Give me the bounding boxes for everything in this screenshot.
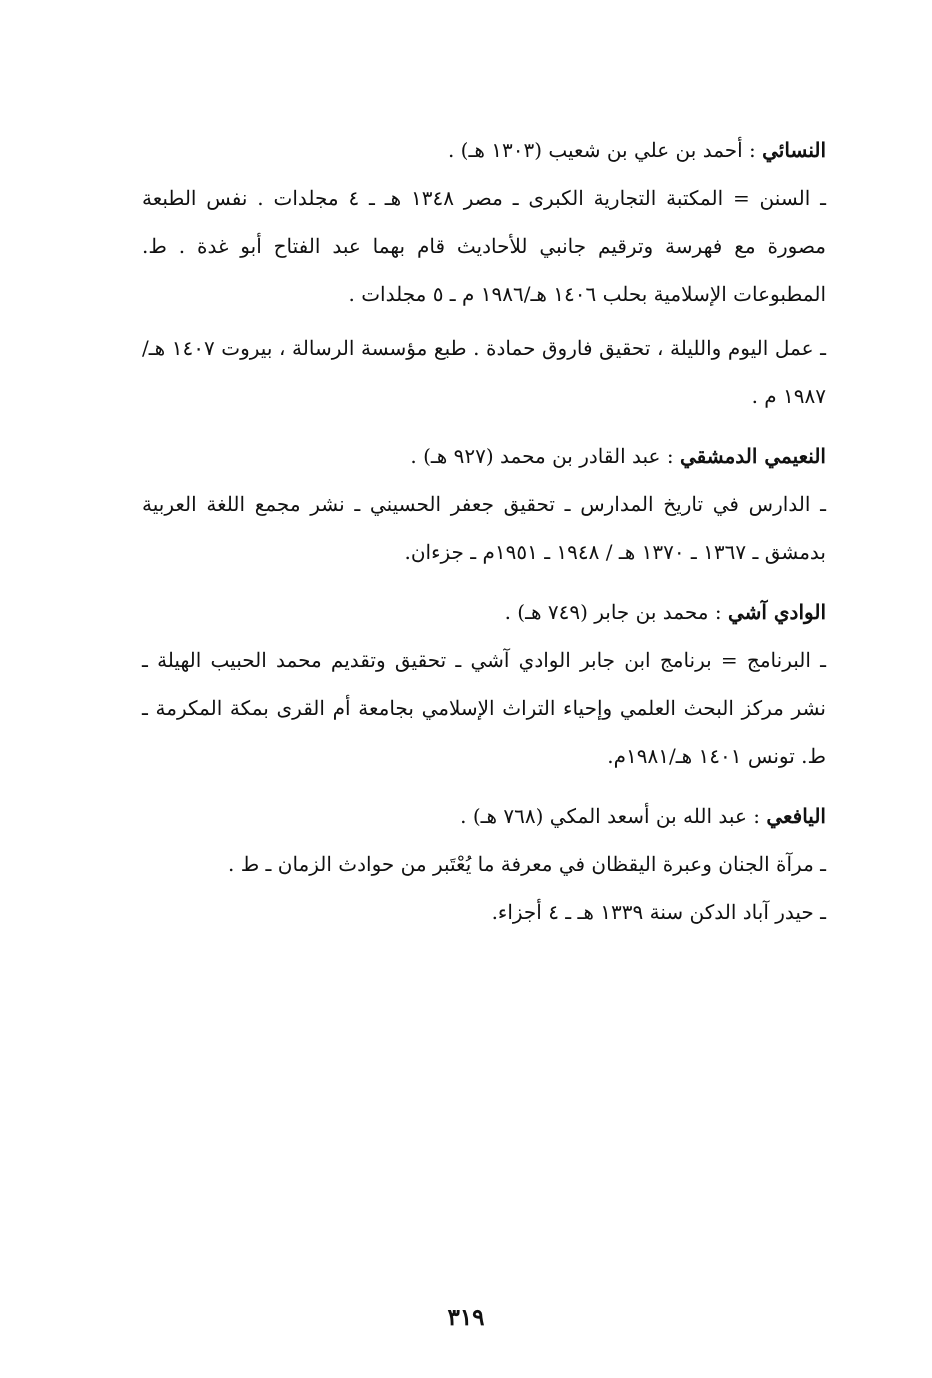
author-details: : أحمد بن علي بن شعيب (۱۳۰۳ هـ) . (447, 138, 756, 162)
bibliography-entry-nasai (142, 126, 826, 420)
author-details: : عبد القادر بن محمد (۹۲۷ هـ) . (410, 444, 674, 468)
author-name: الوادي آشي (727, 600, 826, 624)
bibliography-entry-nuaymi (142, 432, 826, 576)
work-item: ـ الدارس في تاريخ المدارس ـ تحقيق جعفر الحسيني ـ نشر مجمع اللغة العربية بدمشق ـ ١٣٦٧ ـ ۱۳۷۰ هـ / ١٩٤٨ ـ ١٩٥١م ـ جزءان. (142, 492, 826, 564)
work-item: ـ عمل اليوم والليلة ، تحقيق فاروق حمادة . طبع مؤسسة الرسالة ، بيروت ۱٤۰۷ هـ/۱۹۸۷ م . (142, 336, 826, 408)
author-name: النسائي (762, 138, 826, 162)
work-item: ـ البرنامج = برنامج ابن جابر الوادي آشي ـ تحقيق وتقديم محمد الحبيب الهيلة ـ نشر مركز البحث العلمي وإحياء التراث الإسلامي بجامعة أم القرى بمكة المكرمة ـ ط. تونس ١٤٠١ هـ/١٩٨١م. (142, 648, 826, 768)
work-item: ـ السنن = المكتبة التجارية الكبرى ـ مصر ۱۳٤٨ هـ ـ ٤ مجلدات . نفس الطبعة مصورة مع فهرسة وترقيم جانبي للأحاديث قام بهما عبد الفتاح أبو غدة . ط. المطبوعات الإسلامية بحلب ١٤٠٦ هـ/١٩٨٦ م ـ ٥ مجلدات . (142, 186, 826, 306)
work-item: ـ مرآة الجنان وعبرة اليقظان في معرفة ما يُعْتَبر من حوادث الزمان ـ ط . (227, 852, 826, 876)
bibliography-entry-wadi-ashi (142, 588, 826, 780)
work-item: ـ حيدر آباد الدكن سنة ۱۳۳۹ هـ ـ ٤ أجزاء. (491, 900, 826, 924)
bibliography-content (142, 126, 826, 936)
page-number: ۳۱۹ (447, 1304, 485, 1331)
entry-heading (142, 792, 826, 840)
author-name: اليافعي (766, 804, 826, 828)
author-details: : محمد بن جابر (٧٤٩ هـ) . (504, 600, 722, 624)
author-name: النعيمي الدمشقي (679, 444, 826, 468)
entry-heading (142, 588, 826, 636)
bibliography-entry-yafii (142, 792, 826, 936)
entry-heading (142, 126, 826, 174)
author-details: : عبد الله بن أسعد المكي (٧٦٨ هـ) . (460, 804, 760, 828)
entry-heading (142, 432, 826, 480)
